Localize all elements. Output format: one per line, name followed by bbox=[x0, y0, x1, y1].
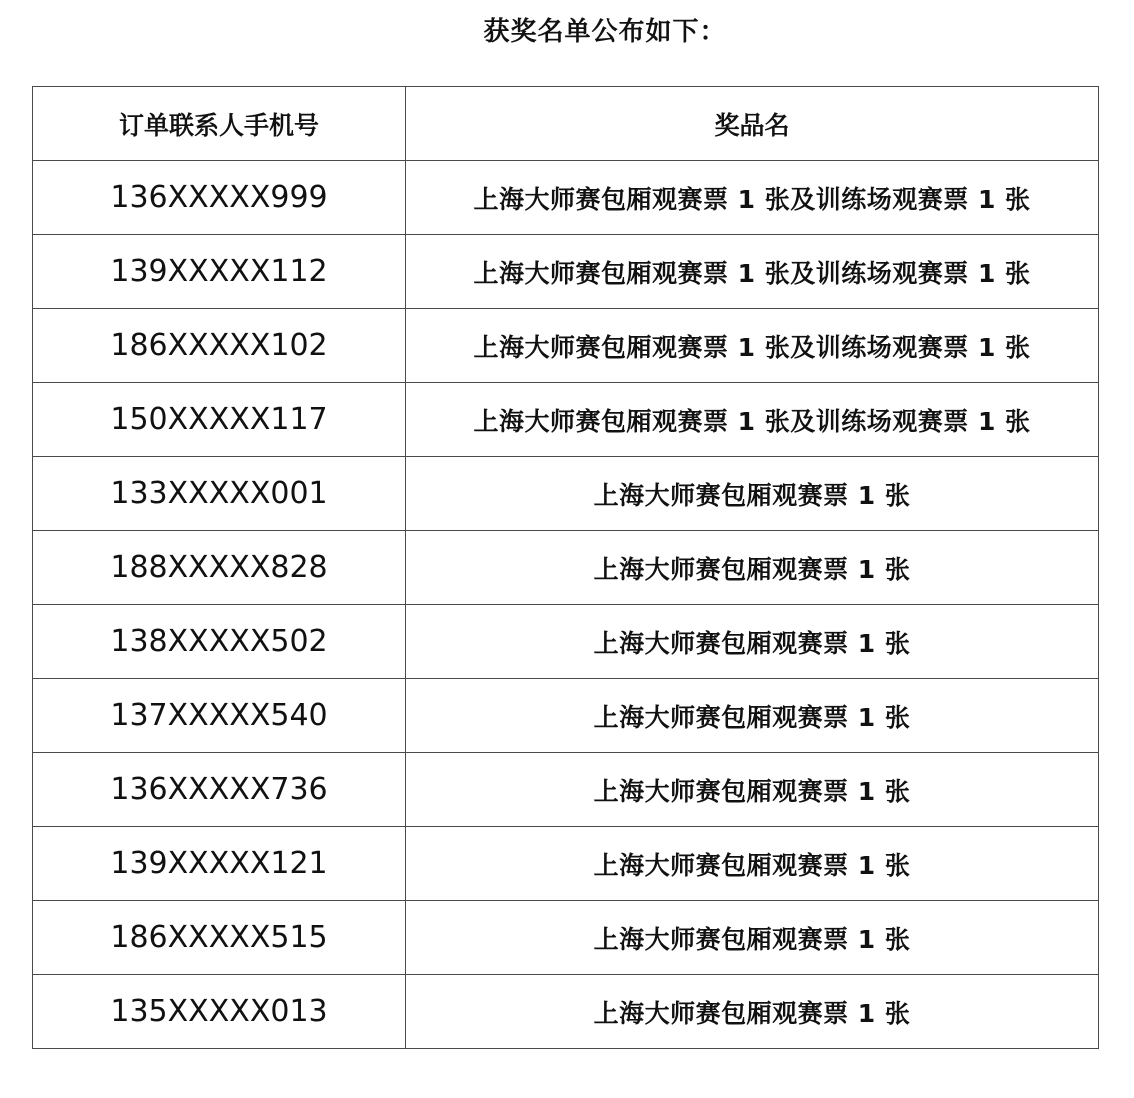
prize-cell: 上海大师赛包厢观赛票 1 张 bbox=[406, 457, 1099, 531]
phone-cell: 133XXXXX001 bbox=[33, 457, 406, 531]
phone-cell: 186XXXXX102 bbox=[33, 309, 406, 383]
prize-cell: 上海大师赛包厢观赛票 1 张及训练场观赛票 1 张 bbox=[406, 235, 1099, 309]
phone-cell: 136XXXXX736 bbox=[33, 753, 406, 827]
table-row bbox=[33, 383, 1099, 457]
table-row bbox=[33, 457, 1099, 531]
prize-cell: 上海大师赛包厢观赛票 1 张 bbox=[406, 975, 1099, 1049]
table-row bbox=[33, 827, 1099, 901]
winners-table bbox=[32, 86, 1099, 1049]
phone-cell: 137XXXXX540 bbox=[33, 679, 406, 753]
prize-cell: 上海大师赛包厢观赛票 1 张 bbox=[406, 901, 1099, 975]
prize-cell: 上海大师赛包厢观赛票 1 张 bbox=[406, 531, 1099, 605]
prize-cell: 上海大师赛包厢观赛票 1 张 bbox=[406, 827, 1099, 901]
prize-cell: 上海大师赛包厢观赛票 1 张 bbox=[406, 753, 1099, 827]
phone-cell: 188XXXXX828 bbox=[33, 531, 406, 605]
prize-cell: 上海大师赛包厢观赛票 1 张及训练场观赛票 1 张 bbox=[406, 383, 1099, 457]
phone-cell: 136XXXXX999 bbox=[33, 161, 406, 235]
table-row bbox=[33, 605, 1099, 679]
phone-cell: 186XXXXX515 bbox=[33, 901, 406, 975]
table-row bbox=[33, 161, 1099, 235]
prize-cell: 上海大师赛包厢观赛票 1 张 bbox=[406, 605, 1099, 679]
prize-cell: 上海大师赛包厢观赛票 1 张及训练场观赛票 1 张 bbox=[406, 309, 1099, 383]
table-row bbox=[33, 679, 1099, 753]
table-row bbox=[33, 975, 1099, 1049]
prize-cell: 上海大师赛包厢观赛票 1 张 bbox=[406, 679, 1099, 753]
phone-cell: 150XXXXX117 bbox=[33, 383, 406, 457]
header-phone: 订单联系人手机号 bbox=[33, 87, 406, 161]
phone-cell: 138XXXXX502 bbox=[33, 605, 406, 679]
phone-cell: 139XXXXX121 bbox=[33, 827, 406, 901]
table-row bbox=[33, 531, 1099, 605]
table-row bbox=[33, 901, 1099, 975]
table-row bbox=[33, 753, 1099, 827]
page-title: 获奖名单公布如下： bbox=[483, 17, 727, 47]
phone-cell: 139XXXXX112 bbox=[33, 235, 406, 309]
phone-cell: 135XXXXX013 bbox=[33, 975, 406, 1049]
header-prize: 奖品名 bbox=[406, 87, 1099, 161]
table-row bbox=[33, 309, 1099, 383]
prize-cell: 上海大师赛包厢观赛票 1 张及训练场观赛票 1 张 bbox=[406, 161, 1099, 235]
table-header-row bbox=[33, 87, 1099, 161]
table-row bbox=[33, 235, 1099, 309]
